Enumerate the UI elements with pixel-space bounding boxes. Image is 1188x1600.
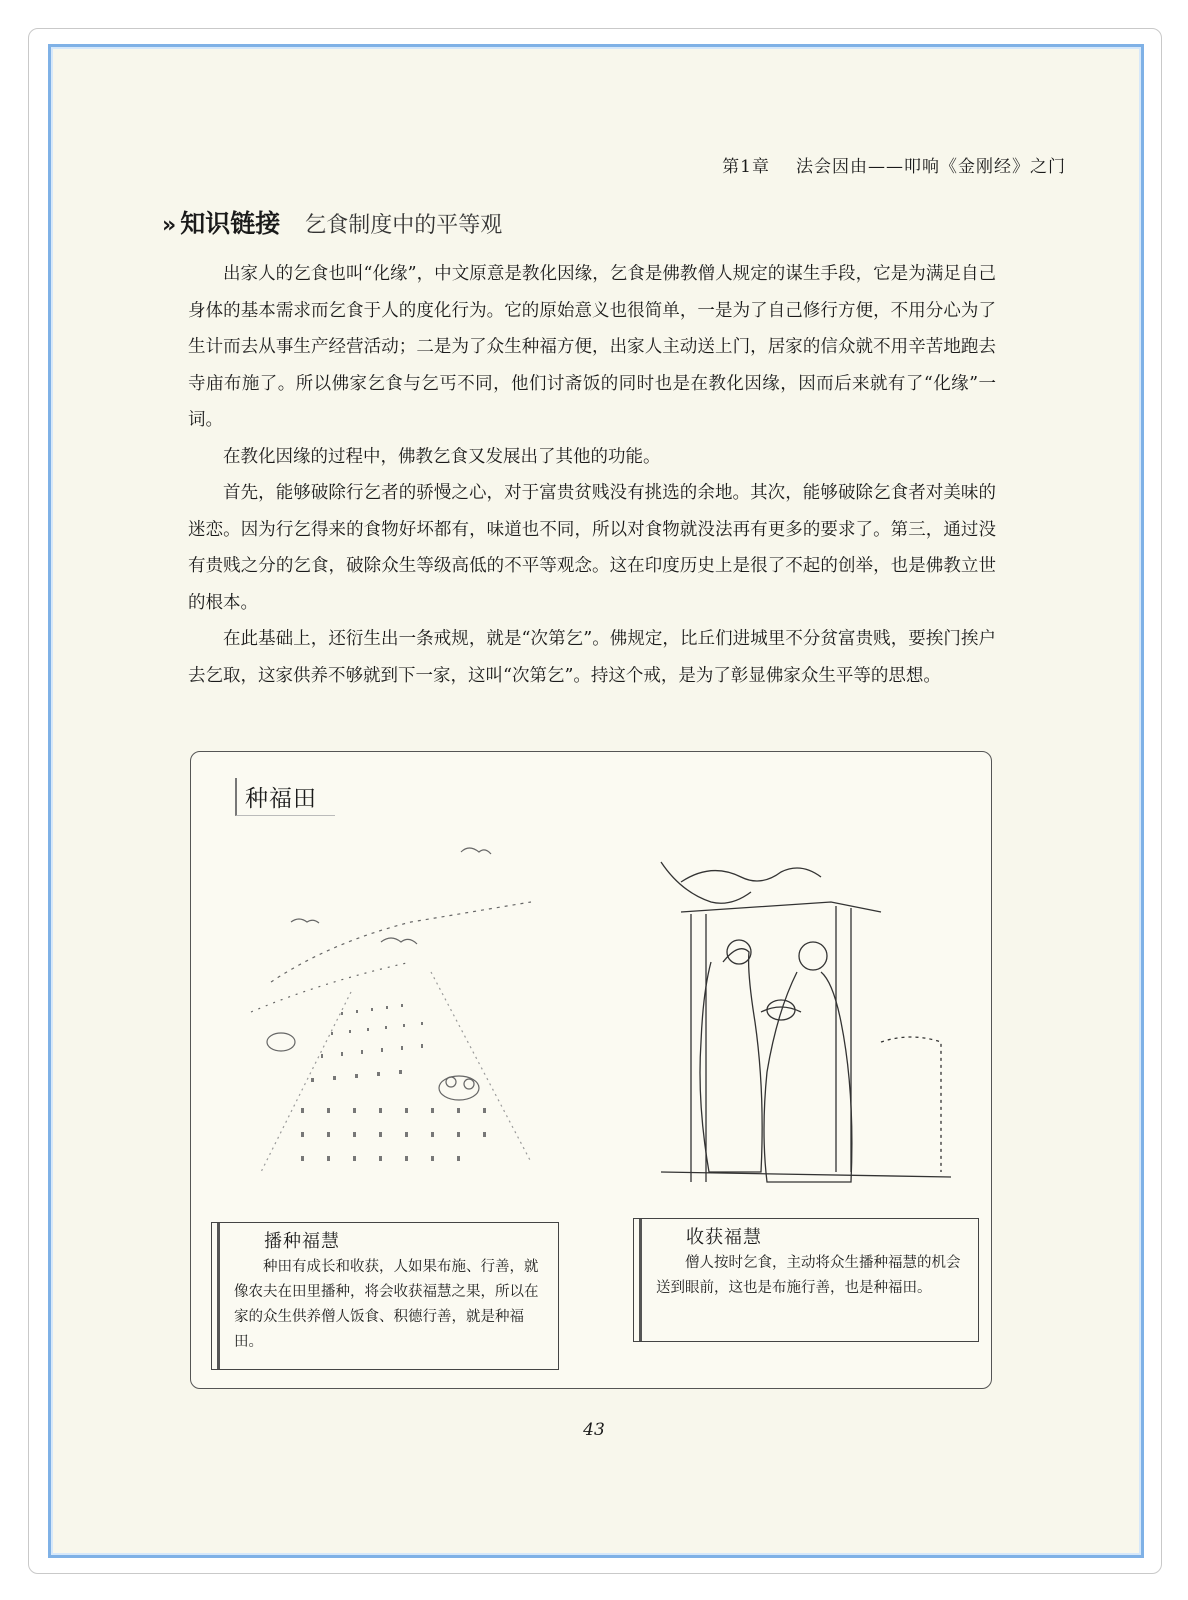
chapter-title: 法会因由——叩响《金刚经》之门 [796,157,1066,177]
caption-text: 种田有成长和收获，人如果布施、行善，就像农夫在田里播种，将会收获福慧之果，所以在家的众生供养僧人饭食、积德行善，就是种福田。 [234,1259,539,1350]
caption-text: 僧人按时乞食，主动将众生播种福慧的机会送到眼前，这也是布施行善，也是种福田。 [656,1255,961,1296]
monk-alms-illustration [651,842,961,1202]
caption-title: 收获福慧 [686,1227,762,1248]
field-planting-illustration [231,842,561,1202]
paragraph: 在教化因缘的过程中，佛教乞食又发展出了其他的功能。 [223,446,661,467]
caption-box-harvest [633,1218,979,1342]
paragraph: 首先，能够破除行乞者的骄慢之心，对于富贵贫贱没有挑选的余地。其次，能够破除乞食者对美味的迷恋。因为行乞得来的食物好坏都有，味道也不同，所以对食物就没法再有更多的要求了。第三，通过没有贵贱之分的乞食，破除众生等级高低的不平等观念。这在印度历史上是很了不起的创举，也是佛教立世的根本。 [188,483,996,613]
running-header [696,152,1066,177]
illustration-tag: 种福田 [235,778,335,816]
section-keyword: 知识链接 [180,209,281,238]
chapter-number: 第1章 [722,157,770,177]
caption-box-planting [211,1222,559,1370]
illustration-panel [190,751,992,1389]
section-subtitle: 乞食制度中的平等观 [304,213,503,238]
paragraph: 在此基础上，还衍生出一条戒规，就是“次第乞”。佛规定，比丘们进城里不分贫富贵贱，要挨门挨户去乞取，这家供养不够就到下一家，这叫“次第乞”。持这个戒，是为了彰显佛家众生平等的思想。 [188,629,996,686]
caption-title: 播种福慧 [264,1231,340,1252]
page-number: 43 [583,1420,605,1440]
double-chevron-right-icon: » [162,213,177,238]
section-heading [162,204,502,240]
paragraph: 出家人的乞食也叫“化缘”，中文原意是教化因缘，乞食是佛教僧人规定的谋生手段，它是为满足自己身体的基本需求而乞食于人的度化行为。它的原始意义也很简单，一是为了自己修行方便，不用分心为了生计而去从事生产经营活动；二是为了众生种福方便，出家人主动送上门，居家的信众就不用辛苦地跑去寺庙布施了。所以佛家乞食与乞丐不同，他们讨斋饭的同时也是在教化因缘，因而后来就有了“化缘”一词。 [188,264,996,430]
body-text [188,256,996,694]
